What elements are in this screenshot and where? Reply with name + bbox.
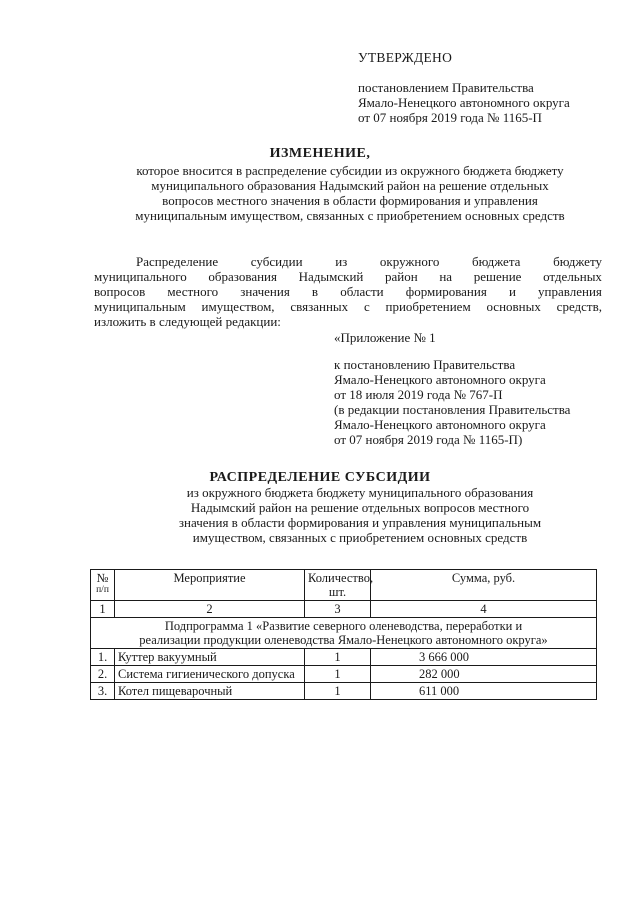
word: бюджету <box>553 254 602 269</box>
word: имуществом, <box>201 299 275 314</box>
change-line: вопросов местного значения в области формирования и управления <box>162 193 538 208</box>
distribution-line: имуществом, связанных с приобретением основных средств <box>192 530 528 545</box>
distribution-title: РАСПРЕДЕЛЕНИЕ СУБСИДИИ <box>209 470 431 485</box>
word: муниципальным <box>94 299 186 314</box>
table-row <box>91 649 597 666</box>
word: окружного <box>379 254 440 269</box>
row-num: 1. <box>91 649 115 666</box>
table-header-row <box>91 570 597 601</box>
change-line: которое вносится в распределение субсидии из окружного бюджета бюджету <box>136 163 564 178</box>
header-qty-bottom: шт. <box>328 585 347 599</box>
subprogram-cell <box>91 618 597 649</box>
subsidy-table <box>90 569 597 700</box>
col-number: 4 <box>371 601 597 618</box>
approval-line: от 07 ноября 2019 года № 1165-П <box>358 110 542 125</box>
word: значения <box>240 284 290 299</box>
appendix-line: Ямало-Ненецкого автономного округа <box>334 372 546 387</box>
appendix-details <box>334 357 614 447</box>
row-qty: 1 <box>305 666 371 683</box>
distribution-line: из окружного бюджета бюджету муниципального образования <box>186 485 534 500</box>
change-line: муниципального образования Надымский район на решение отдельных <box>151 178 549 193</box>
approval-details <box>358 80 608 125</box>
subprogram-line: реализации продукции оленеводства Ямало-Ненецкого автономного округа» <box>139 633 548 647</box>
word: приобретением <box>385 299 471 314</box>
row-sum: 3 666 000 <box>371 649 597 666</box>
row-qty: 1 <box>305 649 371 666</box>
change-description <box>90 163 610 223</box>
word: бюджета <box>471 254 521 269</box>
col-number: 2 <box>115 601 305 618</box>
header-num-bottom: п/п <box>96 585 109 595</box>
word: район <box>385 269 418 284</box>
body-line-3 <box>94 284 602 299</box>
body-line-2 <box>94 269 602 284</box>
body-paragraph <box>94 254 602 329</box>
appendix-line: от 07 ноября 2019 года № 1165-П) <box>334 432 523 447</box>
change-line: муниципальным имуществом, связанных с приобретением основных средств <box>135 208 565 223</box>
row-sum: 611 000 <box>371 683 597 700</box>
word: управления <box>538 284 602 299</box>
body-line-5: изложить в следующей редакции: <box>94 314 281 329</box>
word: Надымский <box>298 269 364 284</box>
header-qty-top: Количество, <box>308 571 374 585</box>
word: муниципального <box>94 269 187 284</box>
word: и <box>508 284 516 299</box>
row-name: Система гигиенического допуска <box>115 666 305 683</box>
word: с <box>363 299 370 314</box>
header-sum: Сумма, руб. <box>371 570 597 601</box>
row-name: Куттер вакуумный <box>115 649 305 666</box>
header-num-top: № <box>96 571 109 585</box>
word: решение <box>473 269 522 284</box>
word: местного <box>167 284 219 299</box>
word: Распределение <box>136 254 219 269</box>
word: формирования <box>405 284 487 299</box>
header-activity: Мероприятие <box>115 570 305 601</box>
row-sum: 282 000 <box>371 666 597 683</box>
appendix-heading: «Приложение № 1 <box>334 330 436 345</box>
word: вопросов <box>94 284 146 299</box>
subprogram-line: Подпрограмма 1 «Развитие северного оленеводства, переработки и <box>164 619 523 633</box>
word: связанных <box>290 299 349 314</box>
distribution-description <box>100 485 620 545</box>
col-number: 1 <box>91 601 115 618</box>
word: отдельных <box>543 269 602 284</box>
word: образования <box>208 269 277 284</box>
row-num: 2. <box>91 666 115 683</box>
word: из <box>335 254 348 269</box>
appendix-line: к постановлению Правительства <box>334 357 516 372</box>
body-line-1 <box>94 254 602 269</box>
subprogram-row <box>91 618 597 649</box>
word: в <box>311 284 319 299</box>
column-number-row <box>91 601 597 618</box>
appendix-line: от 18 июля 2019 года № 767-П <box>334 387 503 402</box>
appendix-line: (в редакции постановления Правительства <box>334 402 571 417</box>
distribution-line: значения в области формирования и управления муниципальным <box>178 515 542 530</box>
row-name: Котел пищеварочный <box>115 683 305 700</box>
row-num: 3. <box>91 683 115 700</box>
col-number: 3 <box>305 601 371 618</box>
approval-line: постановлением Правительства <box>358 80 534 95</box>
appendix-line: Ямало-Ненецкого автономного округа <box>334 417 546 432</box>
word: области <box>340 284 384 299</box>
change-title: ИЗМЕНЕНИЕ, <box>269 146 371 161</box>
word: на <box>439 269 453 284</box>
header-num <box>91 570 115 601</box>
table-row <box>91 666 597 683</box>
word: средств, <box>556 299 602 314</box>
distribution-line: Надымский район на решение отдельных вопросов местного <box>190 500 530 515</box>
word: субсидии <box>250 254 303 269</box>
row-qty: 1 <box>305 683 371 700</box>
approval-line: Ямало-Ненецкого автономного округа <box>358 95 570 110</box>
header-qty <box>305 570 374 601</box>
table-row <box>91 683 597 700</box>
body-line-4 <box>94 299 602 314</box>
approved-heading: УТВЕРЖДЕНО <box>358 50 453 65</box>
word: основных <box>486 299 541 314</box>
